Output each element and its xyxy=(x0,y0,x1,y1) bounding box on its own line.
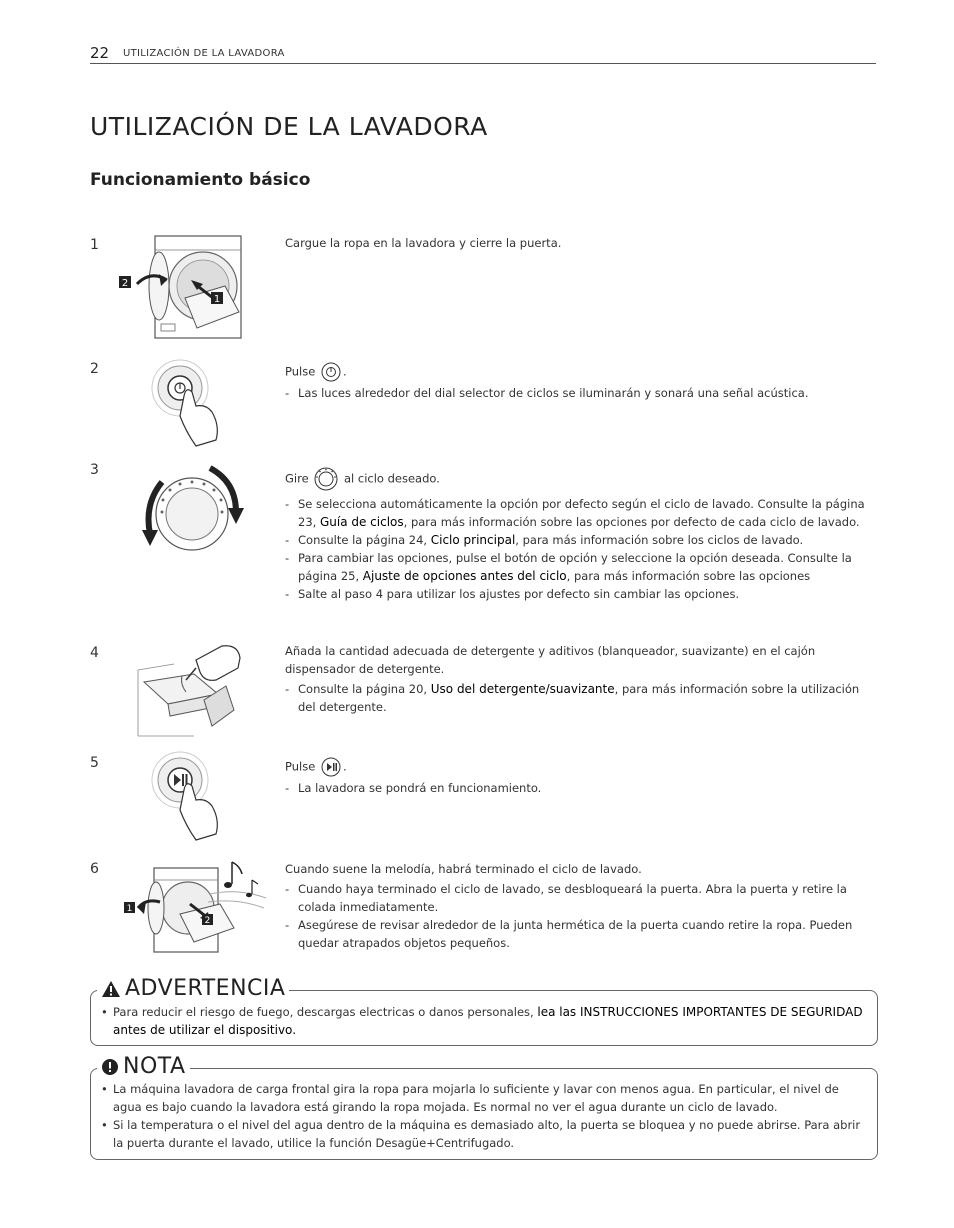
illus-badge-1: 1 xyxy=(126,904,133,914)
detergent-dispenser-illustration xyxy=(134,640,246,740)
illus-badge-1: 1 xyxy=(213,294,221,305)
step-text-1: Cargue la ropa en la lavadora y cierre la puerta. xyxy=(285,236,562,250)
step-3-bullet: - Salte al paso 4 para utilizar los ajustes por defecto sin cambiar las opciones. xyxy=(285,585,877,603)
step-3-bullet: - Se selecciona automáticamente la opción por defecto según el ciclo de lavado. Consulte la página 23, Guía de ciclos, para más información sobre las opciones por defecto de cada ciclo de lavado. xyxy=(285,495,877,531)
note-label: NOTA xyxy=(97,1054,190,1079)
step-number-2: 2 xyxy=(90,361,99,377)
step-6-bullet: - Cuando haya terminado el ciclo de lavado, se desbloqueará la puerta. Abra la puerta y retire la colada inmediatamente. xyxy=(285,880,877,916)
header-section-title: UTILIZACIÓN DE LA LAVADORA xyxy=(123,48,285,59)
cycle-dial-rotation-illustration xyxy=(138,460,248,560)
page-header xyxy=(90,44,876,64)
warning-triangle-icon xyxy=(101,980,121,998)
power-button-press-illustration xyxy=(150,356,230,450)
page-number: 22 xyxy=(90,44,110,62)
link-ciclo-principal[interactable]: Ciclo principal xyxy=(430,533,516,547)
step-text-5: Pulse . - La lavadora se pondrá en funcionamiento. xyxy=(285,757,877,797)
link-ajuste-de-opciones[interactable]: Ajuste de opciones antes del ciclo xyxy=(362,569,567,583)
step-text-2: Pulse . - Las luces alrededor del dial selector de ciclos se iluminarán y sonará una señal acústica. xyxy=(285,362,877,402)
warning-label: ADVERTENCIA xyxy=(97,976,289,1001)
step-text-3: Gire al ciclo deseado. - Se selecciona automáticamente la opción por defecto según el ciclo de lavado. Consulte la página 23, Guía de ciclos, para más información sobre las opciones por defecto de cada ciclo de lavado. - Consulte la página 24, Ciclo principal, para más información sobre los ciclos de lavado. - Para cambiar las opciones, pulse el botón de opción y seleccione la opción deseada. Consulte la página 25, Ajuste de opciones antes del ciclo, para más información sobre las opciones - Salte al paso 4 para utilizar los ajustes por defecto sin cambiar las opciones. xyxy=(285,467,877,603)
step-number-5: 5 xyxy=(90,755,99,771)
step-4-bullet: - Consulte la página 20, Uso del detergente/suavizante, para más información sobre la utilización del detergente. xyxy=(285,680,877,716)
step-number-3: 3 xyxy=(90,462,99,478)
page-title: UTILIZACIÓN DE LA LAVADORA xyxy=(90,112,488,141)
step-text-4: Añada la cantidad adecuada de detergente y aditivos (blanqueador, suavizante) en el cajón dispensador de detergente. - Consulte la página 20, Uso del detergente/suavizante, para más información sobre la utilización del detergente. xyxy=(285,642,877,716)
step-number-1: 1 xyxy=(90,237,99,253)
step-number-6: 6 xyxy=(90,861,99,877)
start-pause-button-press-illustration xyxy=(150,750,230,844)
step-5-bullet: - La lavadora se pondrá en funcionamiento. xyxy=(285,779,877,797)
link-guia-de-ciclos[interactable]: Guía de ciclos xyxy=(319,515,404,529)
step-text-6: Cuando suene la melodía, habrá terminado el ciclo de lavado. - Cuando haya terminado el ciclo de lavado, se desbloqueará la puerta. Abra la puerta y retire la colada inmediatamente. - Asegúrese de revisar alrededor de la junta hermética de la puerta cuando retire la ropa. Pueden quedar atrapados objetos pequeños. xyxy=(285,860,877,952)
link-uso-del-detergente[interactable]: Uso del detergente/suavizante xyxy=(430,682,615,696)
warning-text: • Para reducir el riesgo de fuego, descargas electricas o danos personales, lea las INSTRUCCIONES IMPORTANTES DE SEGURIDAD antes de utilizar el dispositivo. xyxy=(101,1003,867,1039)
step-3-bullet: - Para cambiar las opciones, pulse el botón de opción y seleccione la opción deseada. Consulte la página 25, Ajuste de opciones antes del ciclo, para más información sobre las opciones xyxy=(285,549,877,585)
info-circle-icon xyxy=(101,1058,119,1076)
step-3-bullet: - Consulte la página 24, Ciclo principal, para más información sobre los ciclos de lavado. xyxy=(285,531,877,549)
power-icon xyxy=(321,362,341,382)
washer-unload-illustration xyxy=(120,858,270,954)
section-subtitle: Funcionamiento básico xyxy=(90,170,311,190)
note-item: • Si la temperatura o el nivel del agua dentro de la máquina es demasiado alto, la puerta se bloquea y no puede abrirse. Para abrir la puerta durante el lavado, utilice la función Desagüe+Centrifugado. xyxy=(101,1116,867,1152)
step-6-bullet: - Asegúrese de revisar alrededor de la junta hermética de la puerta cuando retire la ropa. Pueden quedar atrapados objetos pequeños. xyxy=(285,916,877,952)
dial-icon xyxy=(314,467,338,491)
illus-badge-2: 2 xyxy=(204,916,211,926)
warning-box xyxy=(90,976,878,1046)
step-number-4: 4 xyxy=(90,645,99,661)
note-item: • La máquina lavadora de carga frontal gira la ropa para mojarla lo suficiente y lavar con menos agua. En particular, el nivel de agua es bajo cuando la lavadora está girando la ropa mojada. Es normal no ver el agua durante un ciclo de lavado. xyxy=(101,1080,867,1116)
step-2-bullet: - Las luces alrededor del dial selector de ciclos se iluminarán y sonará una señal acústica. xyxy=(285,384,877,402)
start-pause-icon xyxy=(321,757,341,777)
illus-badge-2: 2 xyxy=(121,278,129,289)
note-box xyxy=(90,1054,878,1160)
washer-load-illustration xyxy=(115,232,245,342)
